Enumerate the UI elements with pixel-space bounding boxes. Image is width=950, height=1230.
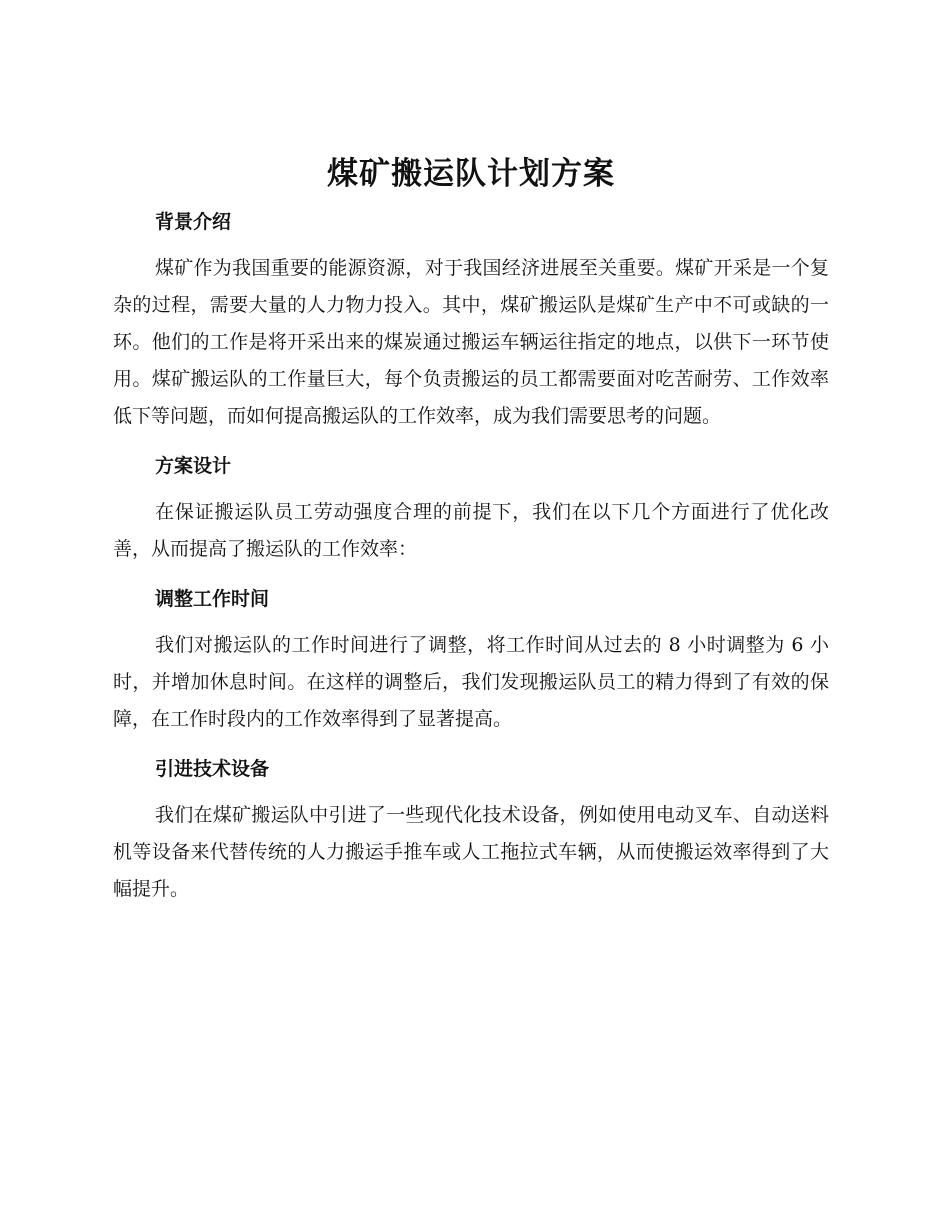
section-heading-adjust-hours: 调整工作时间	[155, 588, 270, 610]
section-heading-equipment: 引进技术设备	[155, 758, 270, 780]
section-paragraph-background: 煤矿作为我国重要的能源资源，对于我国经济进展至关重要。煤矿开采是一个复杂的过程，需要大量的人力物力投入。其中，煤矿搬运队是煤矿生产中不可或缺的一环。他们的工作是将开采出来的煤炭通过搬运车辆运往指定的地点，以供下一环节使用。煤矿搬运队的工作量巨大，每个负责搬运的员工都需要面对吃苦耐劳、工作效率低下等问题，而如何提高搬运队的工作效率，成为我们需要思考的问题。	[113, 257, 829, 427]
document-title: 煤矿搬运队计划方案	[327, 156, 615, 192]
document-body	[113, 150, 829, 925]
section-paragraph-equipment: 我们在煤矿搬运队中引进了一些现代化技术设备，例如使用电动叉车、自动送料机等设备来代替传统的人力搬运手推车或人工拖拉式车辆，从而使搬运效率得到了大幅提升。	[113, 804, 829, 900]
section-heading-background: 背景介绍	[155, 211, 232, 233]
section-paragraph-plan-design: 在保证搬运队员工劳动强度合理的前提下，我们在以下几个方面进行了优化改善，从而提高了搬运队的工作效率：	[113, 501, 829, 560]
section-paragraph-adjust-hours: 我们对搬运队的工作时间进行了调整，将工作时间从过去的 8 小时调整为 6 小时，并增加休息时间。在这样的调整后，我们发现搬运队员工的精力得到了有效的保障，在工作时段内的工作效率得到了显著提高。	[113, 634, 829, 730]
section-heading-plan-design: 方案设计	[155, 455, 232, 477]
